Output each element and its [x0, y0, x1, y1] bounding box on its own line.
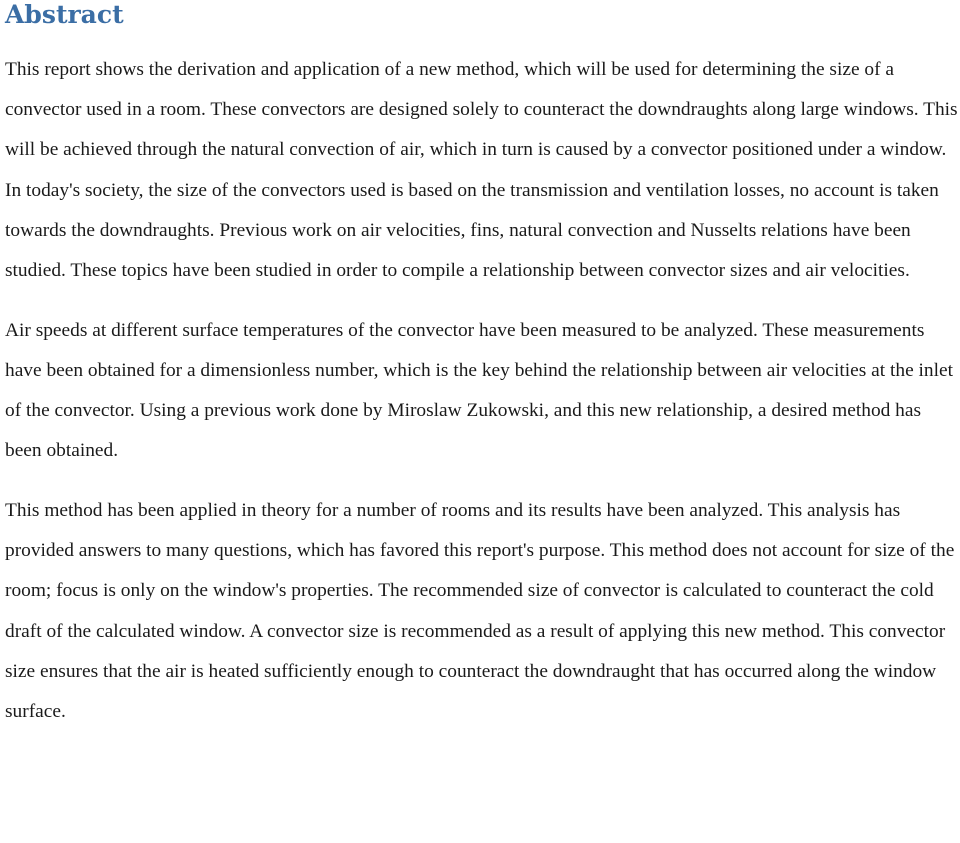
section-heading: Abstract: [5, 0, 124, 29]
abstract-paragraph-1: This report shows the derivation and application of a new method, which will be used for determining the size of a convector used in a room. These convectors are designed solely to counteract the downdraughts along large windows. This will be achieved through the natural convection of air, which in turn is caused by a convector positioned under a window. In today's society, the size of the convectors used is based on the transmission and ventilation losses, no account is taken towards the downdraughts. Previous work on air velocities, fins, natural convection and Nusselts relations have been studied. These topics have been studied in order to compile a relationship between convector sizes and air velocities.: [5, 59, 958, 282]
abstract-paragraph-3: This method has been applied in theory for a number of rooms and its results have been analyzed. This analysis has provided answers to many questions, which has favored this report's purpose. This method does not account for size of the room; focus is only on the window's properties. The recommended size of convector is calculated to counteract the cold draft of the calculated window. A convector size is recommended as a result of applying this new method. This convector size ensures that the air is heated sufficiently enough to counteract the downdraught that has occurred along the window surface.: [5, 500, 955, 723]
abstract-paragraph-2: Air speeds at different surface temperatures of the convector have been measured to be analyzed. These measurements have been obtained for a dimensionless number, which is the key behind the relationship between air velocities at the inlet of the convector. Using a previous work done by Miroslaw Zukowski, and this new relationship, a desired method has been obtained.: [5, 319, 954, 462]
document-page: [5, 0, 960, 732]
